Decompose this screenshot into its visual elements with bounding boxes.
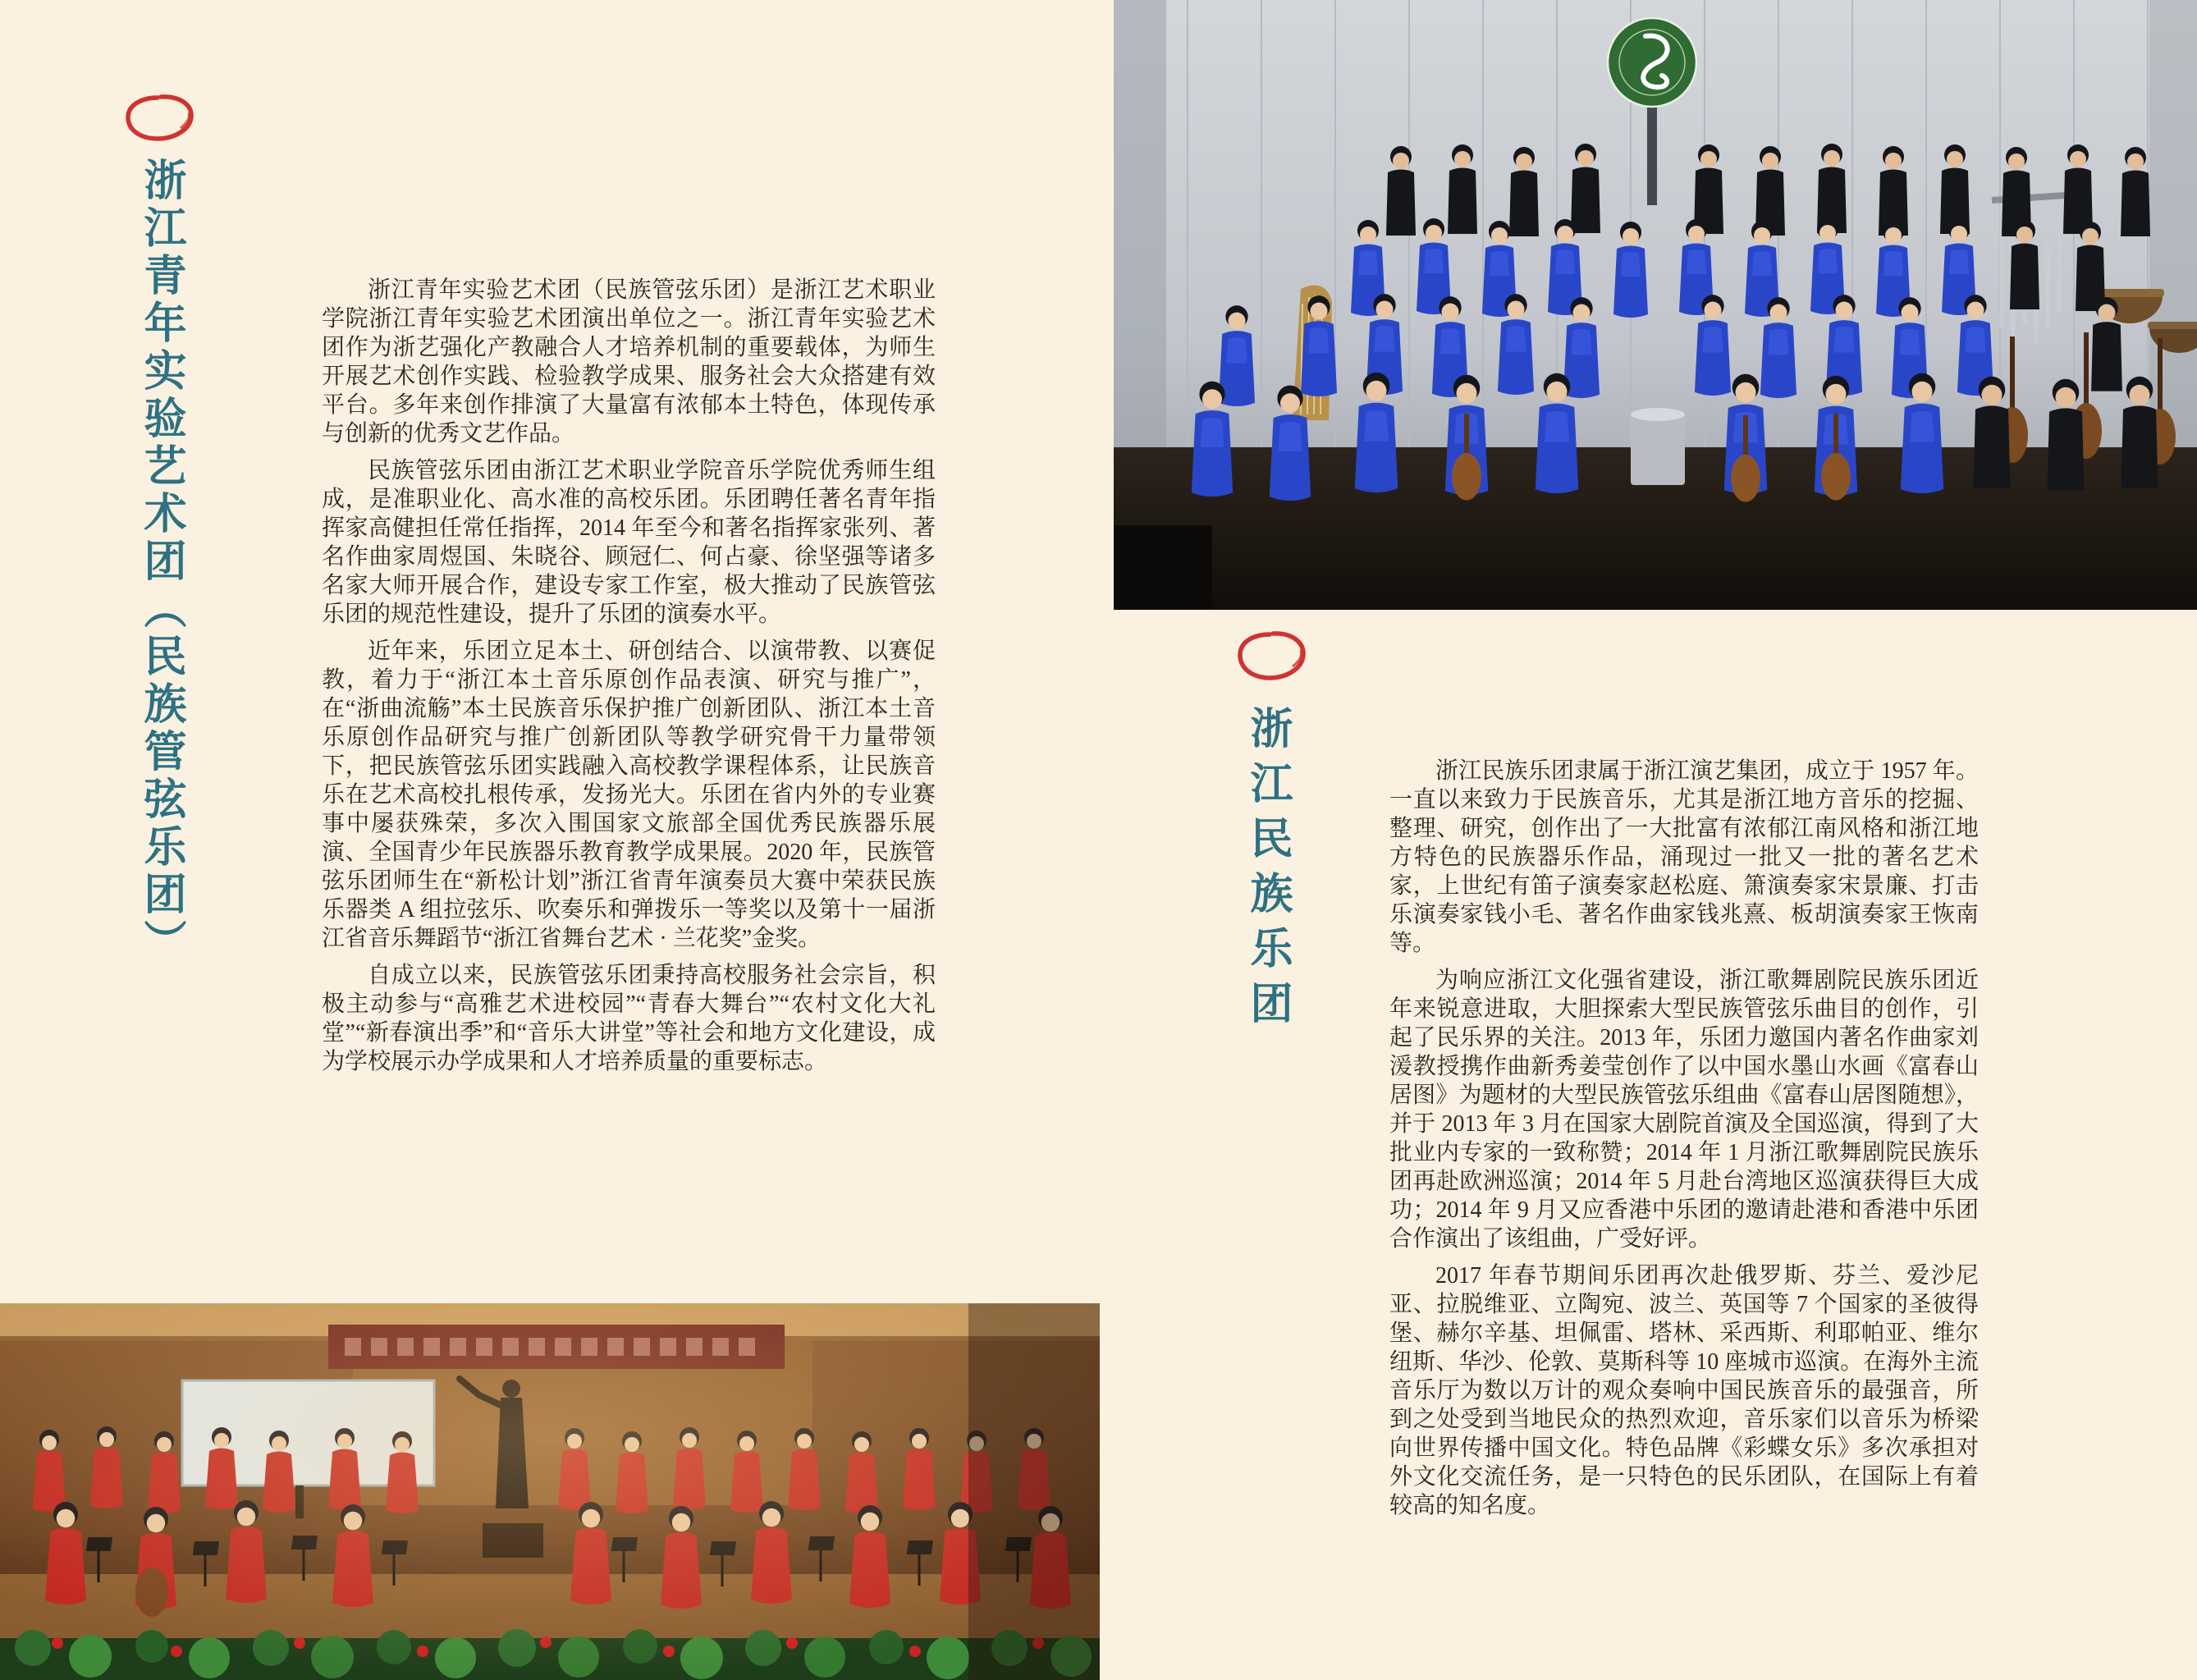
paragraph: 民族管弦乐团由浙江艺术职业学院音乐学院优秀师生组成，是准职业化、高水准的高校乐团。乐团聘任著名青年指挥家高健担任常任指挥，2014 年至今和著名指挥家张列、著名作曲家周煜国、朱晓谷、顾冠仁、何占豪、徐坚强等诸多名家大师开展合作，建设专家工作室，极大推动了民族管弦乐团的规范性建设，提升了乐团的演奏水平。	[322, 458, 936, 627]
left-page-body	[322, 276, 936, 1084]
paragraph: 自成立以来，民族管弦乐团秉持高校服务社会宗旨，积极主动参与“高雅艺术进校园”“青春大舞台”“农村文化大礼堂”“新春演出季”和“音乐大讲堂”等社会和地方文化建设，成为学校展示办学成果和人才培养质量的重要标志。	[322, 963, 936, 1074]
wall-shadow-left	[1114, 0, 1166, 460]
right-vignette	[968, 1303, 1100, 1680]
paragraph: 浙江民族乐团隶属于浙江演艺集团，成立于 1957 年。一直以来致力于民族音乐，尤其是浙江地方音乐的挖掘、整理、研究，创作出了一大批富有浓郁江南风格和浙江地方特色的民族器乐作品，涌现过一批又一批的著名艺术家，上世纪有笛子演奏家赵松庭、箫演奏家宋景廉、打击乐演奏家钱小毛、著名作曲家钱兆熹、板胡演奏家王恢南等。	[1389, 758, 1979, 956]
red-brush-circle-icon	[1235, 627, 1307, 684]
paragraph: 2017 年春节期间乐团再次赴俄罗斯、芬兰、爱沙尼亚、拉脱维亚、立陶宛、波兰、英国等 7 个国家的圣彼得堡、赫尔辛基、坦佩雷、塔林、采西斯、利耶帕亚、维尔纽斯、华沙、伦敦、莫斯科等 10 座城市巡演。在海外主流音乐厅为数以万计的观众奏响中国民族音乐的最强音，所到之处受到当地民众的热烈欢迎，音乐家们以音乐为桥梁向世界传播中国文化。特色品牌《彩蝶女乐》多次承担对外文化交流任务，是一只特色的民乐团队，在国际上有着较高的知名度。	[1389, 1263, 1979, 1518]
orchestra-logo-icon	[1608, 18, 1696, 107]
blue-orchestra-photo	[1114, 0, 2197, 610]
paragraph: 为响应浙江文化强省建设，浙江歌舞剧院民族乐团近年来锐意进取，大胆探索大型民族管弦乐曲目的创作，引起了民乐界的关注。2013 年，乐团力邀国内著名作曲家刘湲教授携作曲新秀姜莹创作了以中国水墨山水画《富春山居图》为题材的大型民族管弦乐组曲《富春山居图随想》，并于 2013 年 3 月在国家大剧院首演及全国巡演，得到了大批业内专家的一致称赞；2014 年 1 月浙江歌舞剧院民族乐团再赴欧洲巡演；2014 年 5 月赴台湾地区巡演获得巨大成功；2014 年 9 月又应香港中乐团的邀请赴港和香港中乐团合作演出了该组曲，广受好评。	[1389, 968, 1979, 1252]
logo-pole	[1647, 98, 1657, 205]
right-page-body	[1389, 757, 1979, 1528]
red-orchestra-photo	[0, 1303, 1100, 1680]
red-brush-circle-icon	[123, 92, 195, 144]
conductor-lectern	[1631, 408, 1685, 485]
warm-light-overlay	[0, 1303, 1100, 1680]
paragraph: 浙江青年实验艺术团（民族管弦乐团）是浙江艺术职业学院浙江青年实验艺术团演出单位之一。浙江青年实验艺术团作为浙艺强化产教融合人才培养机制的重要载体，为师生开展艺术创作实践、检验教学成果、服务社会大众搭建有效平台。多年来创作排演了大量富有浓郁本土特色，体现传承与创新的优秀文艺作品。	[322, 277, 936, 446]
left-page-title: 浙江青年实验艺术团（民族管弦乐团）	[137, 158, 184, 967]
wall-shadow-right	[2149, 0, 2197, 460]
piano-silhouette	[1114, 525, 1212, 610]
paragraph: 近年来，乐团立足本土、研创结合、以演带教、以赛促教，着力于“浙江本土音乐原创作品表演、研究与推广”，在“浙曲流觞”本土民族音乐保护推广创新团队、浙江本土音乐原创作品研究与推广创新团队等教学研究骨干力量带领下，把民族管弦乐团实践融入高校教学课程体系，让民族音乐在艺术高校扎根传承，发扬光大。乐团在省内外的专业赛事中屡获殊荣，多次入围国家文旅部全国优秀民族器乐展演、全国青少年民族器乐教育教学成果展。2020 年，民族管弦乐团师生在“新松计划”浙江省青年演奏员大赛中荣获民族乐器类 A 组拉弦乐、吹奏乐和弹拨乐一等奖以及第十一届浙江省音乐舞蹈节“浙江省舞台艺术 · 兰花奖”金奖。	[322, 639, 936, 951]
right-page-title: 浙江民族乐团	[1243, 706, 1290, 1036]
